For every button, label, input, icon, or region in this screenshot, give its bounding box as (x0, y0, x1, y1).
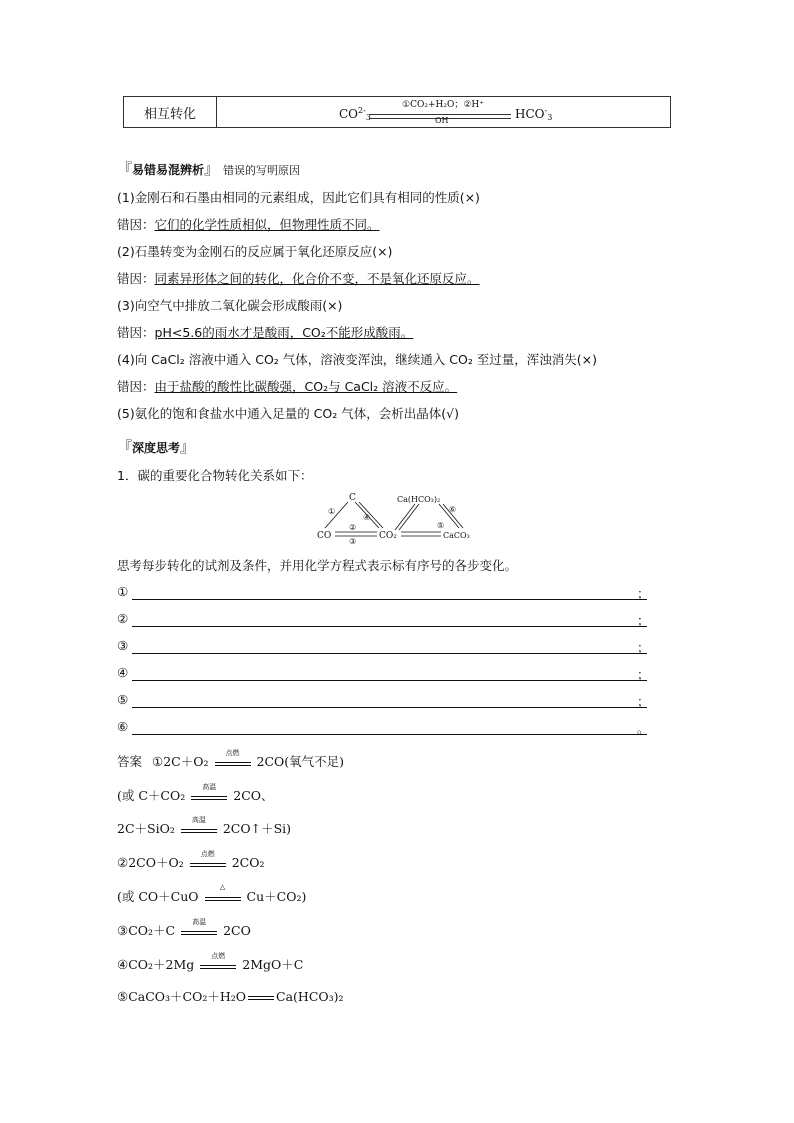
conversion-table (123, 96, 671, 128)
label-4: ④ (363, 513, 371, 522)
table-label: 相互转化 (124, 97, 217, 127)
answer-2: ②2CO＋O₂ 点燃 2CO₂ (117, 849, 265, 870)
answer-label: 答案 (117, 754, 143, 769)
blank-2[interactable]: ② ； (117, 611, 650, 628)
answer-3: ③CO₂＋C 高温 2CO (117, 917, 251, 938)
section-heading-deep-thinking: 『深度思考』 (117, 438, 196, 456)
statement-4: (4)向 CaCl₂ 溶液中通入 CO₂ 气体，溶液变浑浊，继续通入 CO₂ 至过量，浑浊消失(×) (117, 352, 598, 367)
answer-1b: (或 C＋CO₂ 高温 2CO、 (117, 782, 274, 803)
blank-5[interactable]: ⑤ ； (117, 692, 650, 709)
label-6: ⑥ (449, 505, 457, 514)
equation-condition-bottom: OH⁻ (435, 116, 453, 125)
answer-1c: 2C＋SiO₂ 高温 2CO↑＋Si) (117, 815, 292, 836)
answer-4: ④CO₂＋2Mg 点燃 2MgO＋C (117, 951, 304, 972)
reason-3: 错因：pH<5.6的雨水才是酸雨，CO₂不能形成酸雨。 (117, 325, 414, 340)
answer-2b: (或 CO＋CuO △ Cu＋CO₂) (117, 882, 307, 904)
statement-3: (3)向空气中排放二氧化碳会形成酸雨(×) (117, 298, 343, 313)
statement-5: (5)氨化的饱和食盐水中通入足量的 CO₂ 气体，会析出晶体(√) (117, 406, 459, 421)
node-cahco3: Ca(HCO₃)₂ (397, 495, 441, 504)
label-1: ① (328, 507, 336, 516)
carbon-conversion-diagram (315, 490, 485, 544)
node-caco3: CaCO₃ (443, 531, 470, 540)
answer-1: 答案 ①2C＋O₂ 点燃 2CO(氧气不足) (117, 748, 345, 769)
blank-6[interactable]: ⑥ 。 (117, 719, 650, 736)
node-c: C (349, 493, 356, 503)
equation-condition-top: ①CO₂+H₂O；②H⁺ (402, 100, 484, 110)
blank-3[interactable]: ③ ； (117, 638, 650, 655)
answer-5: ⑤CaCO₃＋CO₂＋H₂O Ca(HCO₃)₂ (117, 989, 344, 1004)
label-2: ② (349, 523, 357, 532)
label-5: ⑤ (437, 521, 445, 530)
reason-4: 错因：由于盐酸的酸性比碳酸强，CO₂与 CaCl₂ 溶液不反应。 (117, 379, 458, 394)
reason-2: 错因：同素异形体之间的转化，化合价不变，不是氧化还原反应。 (117, 271, 480, 286)
statement-1: (1)金刚石和石墨由相同的元素组成，因此它们具有相同的性质(×) (117, 190, 480, 205)
statement-2: (2)石墨转变为金刚石的反应属于氧化还原反应(×) (117, 244, 393, 259)
prompt: 思考每步转化的试剂及条件，并用化学方程式表示标有序号的各步变化。 (117, 558, 518, 573)
equals-sign (248, 996, 274, 1000)
arrow-co2-cahco3 (395, 504, 415, 530)
label-3: ③ (349, 537, 357, 544)
table-equation (217, 97, 670, 127)
blank-1[interactable]: ① ； (117, 584, 650, 601)
arrow-cahco3-co2 (399, 504, 419, 530)
question-1: 1．碳的重要化合物转化关系如下： (117, 468, 313, 483)
arrow-c-co2 (355, 502, 379, 528)
reason-1: 错因：它们的化学性质相似，但物理性质不同。 (117, 217, 380, 232)
blank-4[interactable]: ④ ； (117, 665, 650, 682)
equation-right: $HCO^-_3$ (515, 106, 553, 122)
node-co2: CO₂ (379, 531, 397, 541)
equation-left: $CO^{2-}_3$ (339, 106, 371, 122)
section-heading-errors: 『易错易混辨析』 错误的写明原因 (117, 160, 301, 178)
node-co: CO (317, 531, 332, 541)
